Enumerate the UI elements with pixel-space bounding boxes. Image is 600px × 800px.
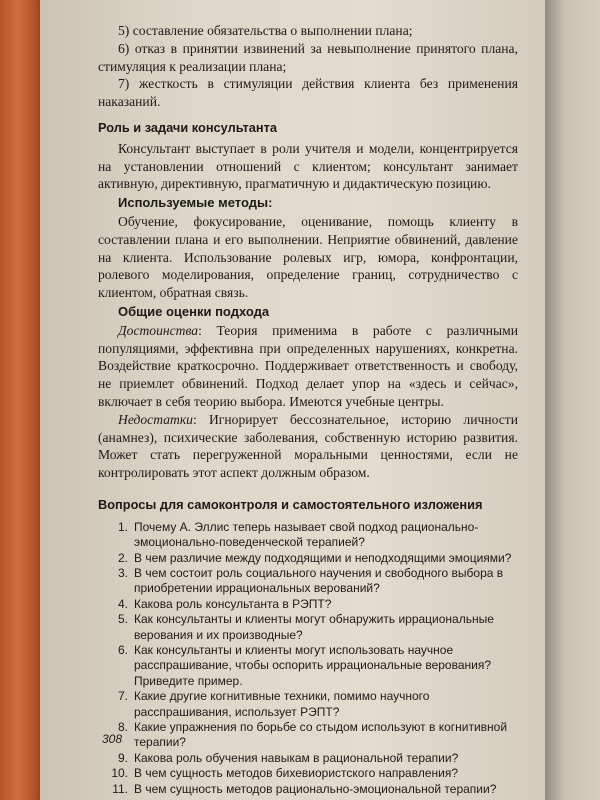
question-text: Какова роль обучения навыкам в рациональной терапии? — [134, 750, 459, 765]
section-heading-consultant: Роль и задачи консультанта — [98, 119, 277, 135]
question-number: 5. — [117, 612, 128, 627]
cons-label: Недостатки — [118, 411, 193, 427]
question-number: 4. — [117, 596, 128, 611]
question-text: Как консультанты и клиенты могут использовать научное расспрашивание, чтобы оспорить иррациональные верования? Приведите пример. — [134, 642, 491, 688]
question-text: В чем сущность методов бихевиористского направления? — [134, 766, 458, 781]
question-number: 3. — [117, 565, 128, 580]
pros-paragraph — [98, 322, 518, 411]
book-cover-edge — [0, 0, 40, 800]
list-item — [98, 566, 518, 597]
question-number: 7. — [117, 689, 128, 704]
question-text: Как консультанты и клиенты могут обнаружить иррациональные верования и их производные? — [134, 612, 494, 642]
list-item — [98, 782, 518, 797]
question-number: 9. — [117, 750, 128, 765]
methods-paragraph: Обучение, фокусирование, оценивание, помощь клиенту в составлении плана и его выполнении. Неприятие обвинений, давление на клиента. Использование ролевых игр, юмора, конфронтации, ролевого моделирования, определение границ, сотрудничество с клиентом, обратная связь. — [98, 213, 518, 301]
questions-list — [98, 520, 518, 797]
list-item: 6) отказ в принятии извинений за невыполнение принятого плана, стимуляция к реализации плана; — [98, 40, 518, 74]
question-number: 1. — [117, 519, 128, 534]
questions-heading: Вопросы для самоконтроля и самостоятельного изложения — [98, 496, 483, 512]
question-text: В чем различие между подходящими и неподходящими эмоциями? — [134, 550, 512, 565]
page-number: 308 — [102, 732, 123, 746]
list-item — [98, 720, 518, 751]
question-text: В чем состоит роль социального научения и свободного выбора в приобретении иррациональных верований? — [134, 565, 504, 596]
book-page — [40, 0, 545, 800]
question-number: 11. — [112, 781, 128, 796]
question-text: Почему А. Эллис теперь называет свой подход рационально-эмоционально-поведенческой терапией? — [134, 519, 479, 550]
list-item — [98, 751, 518, 766]
question-text: В чем сущность методов рационально-эмоциональной терапии? — [134, 781, 497, 796]
question-text: Какова роль консультанта в РЭПТ? — [134, 596, 332, 611]
list-item: 5) составление обязательства о выполнении плана; — [118, 23, 413, 38]
adjacent-page-edge — [545, 0, 600, 800]
pros-label: Достоинства — [118, 322, 199, 338]
list-item — [98, 597, 518, 612]
question-text: Какие упражнения по борьбе со стыдом используют в когнитивной терапии? — [134, 720, 508, 750]
pros-text: : Теория применима в работе с различными популяциями, эффективна при определенных нарушениях, конкретна. Воздействие краткосрочно. Поддерживает ответственность и свободу, не приемлет обвинений. Подход делает упор на «здесь и сейчас», включает в себя теорию выбора. Имеются учебные центры. — [98, 322, 518, 409]
section-heading-methods: Используемые методы: — [118, 195, 273, 211]
question-number: 2. — [117, 550, 128, 565]
question-number: 8. — [117, 720, 128, 734]
cons-text: : Игнорирует бессознательное, историю личности (анамнез), психические заболевания, собственную историю развития. Может стать перегруженной моральными ценностями, если не контролировать этот аспект должным образом. — [98, 411, 518, 481]
list-item — [98, 689, 518, 720]
section-heading-assessment: Общие оценки подхода — [118, 303, 270, 319]
page-content — [98, 22, 518, 797]
list-item: 7) жесткость в стимуляции действия клиента без применения наказаний. — [98, 76, 518, 110]
question-number: 10. — [111, 766, 128, 781]
cons-paragraph — [98, 411, 518, 482]
list-item — [98, 766, 518, 781]
list-item — [98, 643, 518, 689]
question-number: 6. — [117, 642, 128, 657]
list-item — [98, 551, 518, 566]
question-text: Какие другие когнитивные техники, помимо научного расспрашивания, использует РЭПТ? — [134, 689, 430, 719]
list-item — [98, 612, 518, 643]
list-item — [98, 520, 518, 551]
consultant-paragraph: Консультант выступает в роли учителя и модели, концентрируется на установлении отношений с клиентом; консультант занимает активную, директивную, прагматичную и дидактическую позицию. — [98, 140, 518, 192]
